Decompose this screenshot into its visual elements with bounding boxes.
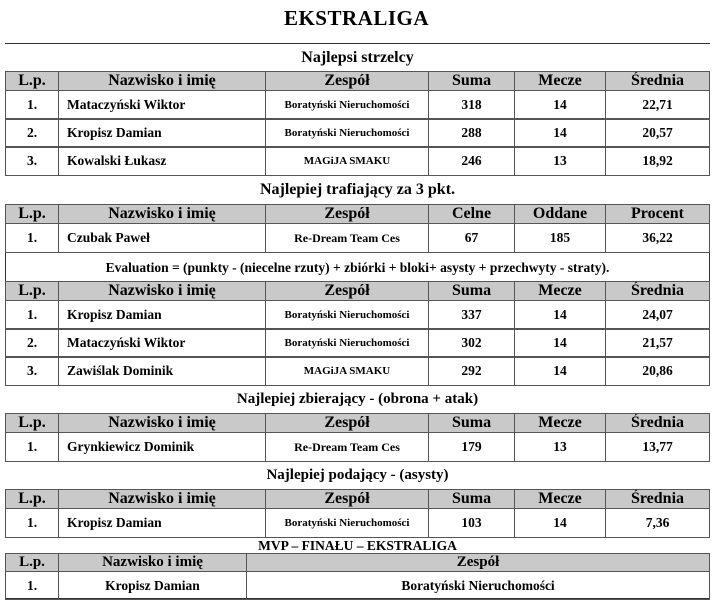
- cell-name: Kowalski Łukasz: [59, 146, 266, 176]
- table-row: [5, 224, 710, 253]
- header-name: Nazwisko i imię: [59, 281, 266, 301]
- header-lp: L.p.: [5, 281, 59, 301]
- header-name: Nazwisko i imię: [59, 204, 266, 224]
- cell-team: MAGiJA SMAKU: [266, 146, 429, 176]
- cell-avg: 22,71: [606, 90, 710, 120]
- cell-sum: 292: [429, 356, 515, 386]
- table-header: [5, 489, 710, 509]
- cell-lp: 1.: [5, 571, 59, 600]
- cell-games: 14: [515, 508, 606, 538]
- cell-made: 67: [429, 223, 515, 253]
- header-sum: Suma: [429, 489, 515, 509]
- section-title-scorers: [5, 44, 710, 71]
- header-avg: Średnia: [606, 413, 710, 433]
- table-header: [5, 413, 710, 433]
- header-name: Nazwisko i imię: [59, 553, 247, 572]
- cell-games: 13: [515, 432, 606, 462]
- header-name: Nazwisko i imię: [59, 71, 266, 91]
- cell-team: Re-Dream Team Ces: [266, 223, 429, 253]
- header-avg: Średnia: [606, 71, 710, 91]
- cell-sum: 246: [429, 146, 515, 176]
- cell-lp: 3.: [5, 146, 59, 176]
- cell-team: Boratyński Nieruchomości: [247, 571, 710, 600]
- cell-team: Boratyński Nieruchomości: [266, 300, 429, 330]
- cell-games: 14: [515, 118, 606, 148]
- section-title-text: Najlepiej zbierający - (obrona + atak): [236, 391, 479, 407]
- header-team: Zespół: [266, 204, 429, 224]
- cell-name: Kropisz Damian: [59, 118, 266, 148]
- table-row: [5, 119, 710, 148]
- section-title-assists: [5, 462, 710, 489]
- header-lp: L.p.: [5, 489, 59, 509]
- cell-games: 14: [515, 90, 606, 120]
- cell-team: Boratyński Nieruchomości: [266, 90, 429, 120]
- header-avg: Średnia: [606, 281, 710, 301]
- header-games: Mecze: [515, 71, 606, 91]
- cell-sum: 337: [429, 300, 515, 330]
- table-row: [5, 509, 710, 538]
- header-made: Celne: [429, 204, 515, 224]
- header-sum: Suma: [429, 281, 515, 301]
- cell-percent: 36,22: [606, 223, 710, 253]
- header-games: Mecze: [515, 413, 606, 433]
- header-percent: Procent: [606, 204, 710, 224]
- cell-lp: 1.: [5, 223, 59, 253]
- cell-avg: 21,57: [606, 328, 710, 358]
- cell-lp: 1.: [5, 432, 59, 462]
- table-row: [5, 147, 710, 176]
- section-title-rebounders: [5, 386, 710, 413]
- cell-name: Kropisz Damian: [59, 508, 266, 538]
- header-team: Zespół: [266, 281, 429, 301]
- table-row: [5, 357, 710, 386]
- header-name: Nazwisko i imię: [59, 413, 266, 433]
- cell-attempted: 185: [515, 223, 606, 253]
- table-header: [5, 204, 710, 224]
- header-team: Zespół: [247, 553, 710, 572]
- cell-lp: 2.: [5, 328, 59, 358]
- cell-lp: 1.: [5, 300, 59, 330]
- cell-name: Mataczyński Wiktor: [59, 90, 266, 120]
- cell-sum: 288: [429, 118, 515, 148]
- section-title-text: Najlepiej trafiający za 3 pkt.: [259, 181, 456, 198]
- cell-avg: 18,92: [606, 146, 710, 176]
- header-name: Nazwisko i imię: [59, 489, 266, 509]
- evaluation-formula-note: [5, 254, 710, 281]
- table-header: [5, 281, 710, 301]
- cell-lp: 3.: [5, 356, 59, 386]
- cell-team: Re-Dream Team Ces: [266, 432, 429, 462]
- cell-sum: 318: [429, 90, 515, 120]
- header-lp: L.p.: [5, 71, 59, 91]
- page-title: EKSTRALIGA: [283, 6, 430, 30]
- cell-name: Kropisz Damian: [59, 571, 247, 600]
- section-title-mvp: [5, 538, 710, 553]
- cell-name: Czubak Paweł: [59, 223, 266, 253]
- section-title-text: Najlepiej podający - (asysty): [266, 467, 449, 483]
- section-title-text: MVP – FINAŁU – EKSTRALIGA: [258, 537, 457, 553]
- cell-name: Zawiślak Dominik: [59, 356, 266, 386]
- cell-games: 14: [515, 356, 606, 386]
- header-sum: Suma: [429, 413, 515, 433]
- cell-team: Boratyński Nieruchomości: [266, 328, 429, 358]
- section-title-three-pt: [5, 176, 710, 204]
- table-row: [5, 91, 710, 120]
- table-row: [5, 301, 710, 330]
- table-header: [5, 71, 710, 91]
- cell-team: Boratyński Nieruchomości: [266, 508, 429, 538]
- cell-avg: 24,07: [606, 300, 710, 330]
- header-team: Zespół: [266, 489, 429, 509]
- cell-name: Mataczyński Wiktor: [59, 328, 266, 358]
- table-row: [5, 572, 710, 600]
- cell-name: Grynkiewicz Dominik: [59, 432, 266, 462]
- header-team: Zespół: [266, 71, 429, 91]
- header-lp: L.p.: [5, 553, 59, 572]
- evaluation-note-text: Evaluation = (punkty - (niecelne rzuty) + zbiórki + bloki+ asysty + przechwyty - straty).: [105, 259, 610, 275]
- cell-lp: 1.: [5, 90, 59, 120]
- header-attempted: Oddane: [515, 204, 606, 224]
- header-games: Mecze: [515, 281, 606, 301]
- table-header: [5, 553, 710, 572]
- cell-sum: 179: [429, 432, 515, 462]
- header-lp: L.p.: [5, 413, 59, 433]
- cell-sum: 302: [429, 328, 515, 358]
- cell-lp: 2.: [5, 118, 59, 148]
- cell-avg: 20,86: [606, 356, 710, 386]
- cell-avg: 13,77: [606, 432, 710, 462]
- header-lp: L.p.: [5, 204, 59, 224]
- section-title-text: Najlepsi strzelcy: [301, 48, 414, 66]
- cell-games: 14: [515, 300, 606, 330]
- cell-avg: 20,57: [606, 118, 710, 148]
- cell-name: Kropisz Damian: [59, 300, 266, 330]
- header-team: Zespół: [266, 413, 429, 433]
- cell-lp: 1.: [5, 508, 59, 538]
- header-games: Mecze: [515, 489, 606, 509]
- cell-games: 13: [515, 146, 606, 176]
- cell-avg: 7,36: [606, 508, 710, 538]
- header-sum: Suma: [429, 71, 515, 91]
- cell-games: 14: [515, 328, 606, 358]
- cell-team: MAGiJA SMAKU: [266, 356, 429, 386]
- cell-team: Boratyński Nieruchomości: [266, 118, 429, 148]
- header-avg: Średnia: [606, 489, 710, 509]
- table-row: [5, 433, 710, 462]
- table-row: [5, 329, 710, 358]
- cell-sum: 103: [429, 508, 515, 538]
